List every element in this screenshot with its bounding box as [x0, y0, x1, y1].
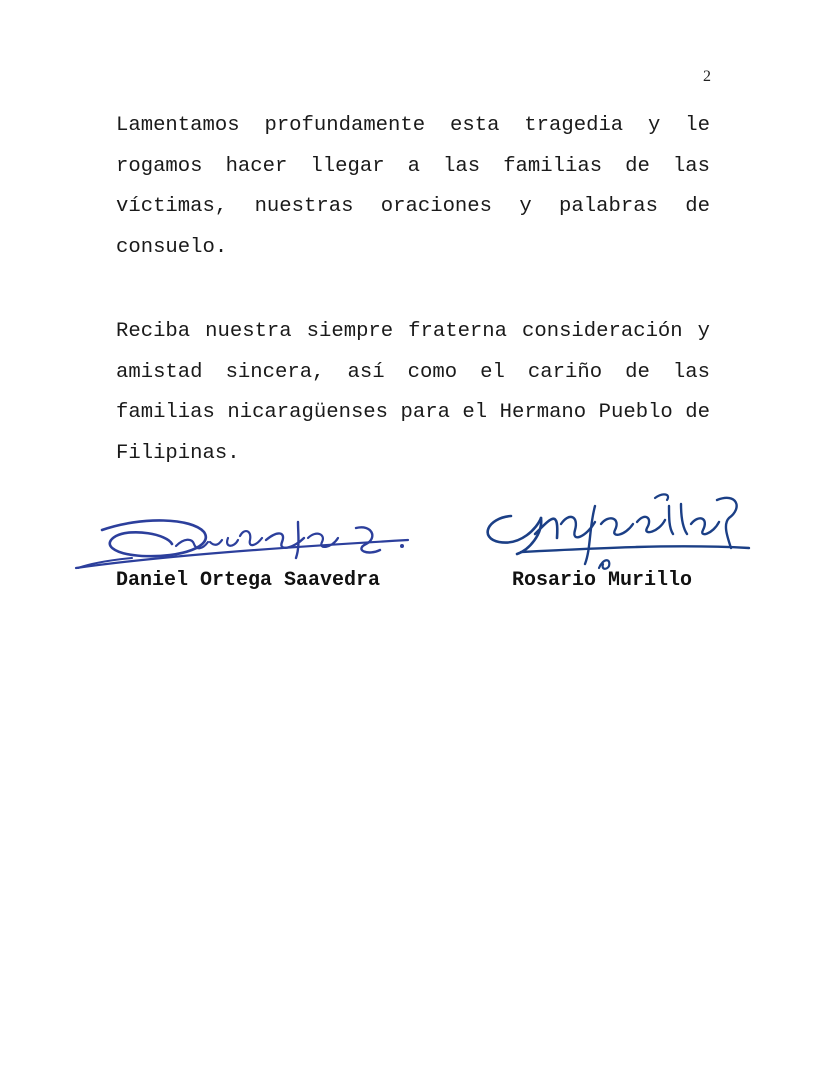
signer-name-left: Daniel Ortega Saavedra	[116, 569, 381, 592]
signature-daniel-ortega	[72, 508, 417, 574]
paragraph-condolences: Lamentamos profundamente esta tragedia y le rogamos hacer llegar a las familias de las víctimas, nuestras oraciones y palabras de consuelo.	[116, 114, 710, 259]
paragraph-regards: Reciba nuestra siempre fraterna consideración y amistad sincera, así como el cariño de las familias nicaragüenses para el Hermano Pueblo de Filipinas.	[116, 320, 710, 465]
signer-name-right: Rosario Murillo	[512, 569, 693, 592]
page-number: 2	[703, 68, 711, 85]
signature-rosario-murillo	[477, 478, 755, 568]
